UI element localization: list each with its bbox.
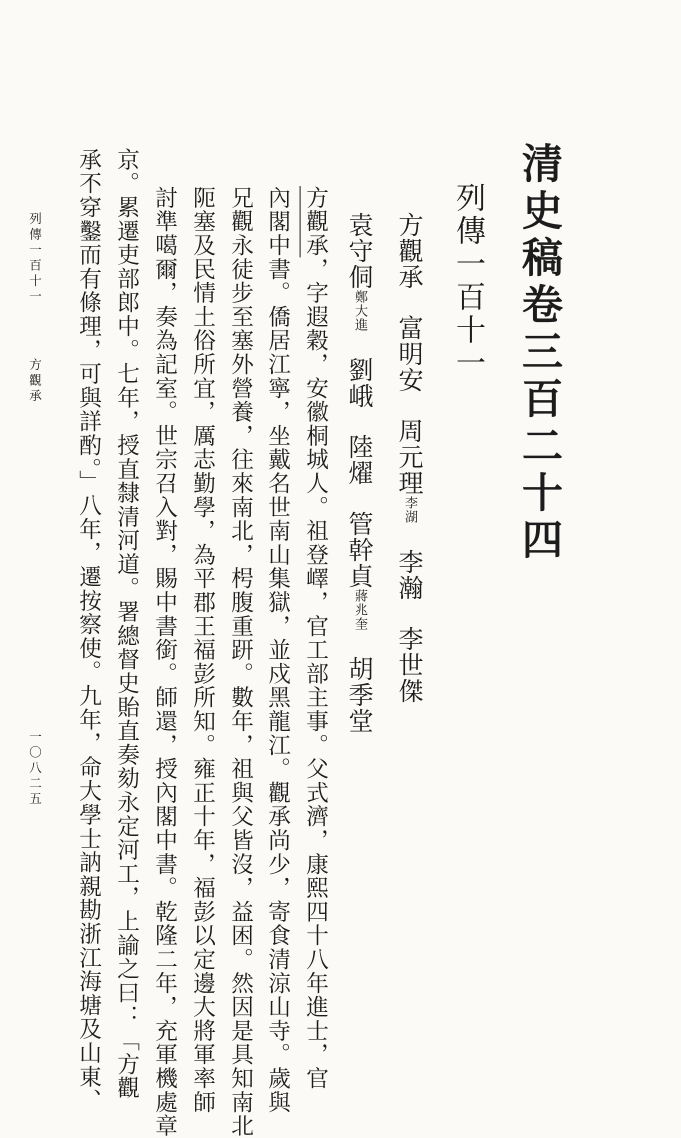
appended-name-zheng-dajin: 鄭大進 <box>352 290 367 332</box>
body-column-6: 京。累遷吏部郎中。七年，授直隸清河道。署總督史貽直奏劾永定河工，上諭之曰：「方觀 <box>113 148 140 1100</box>
name-li-han: 李瀚 <box>395 548 424 601</box>
biography-title: 列傳一百十一 <box>450 182 485 380</box>
body-column-5: 討準噶爾，奏為記室。世宗召入對，賜中書銜。師還，授內閣中書。乾隆二年，充軍機處章 <box>151 186 178 1138</box>
biography-names-line-2 <box>347 212 372 734</box>
body-column-1 <box>304 186 327 1090</box>
name-yuan-shoutong: 袁守侗 <box>345 212 374 290</box>
name-zhou-yuanli: 周元理 <box>395 417 424 496</box>
name-fu-mingan: 富明安 <box>395 314 424 393</box>
body-column-2: 內閣中書。僑居江寧，坐戴名世南山集獄，並戍黑龍江。觀承尚少，寄食清涼山寺。歲與 <box>264 186 291 1115</box>
body-column-1-text: ，字遐穀，安徽桐城人。祖登嶧，官工部主事。父式濟，康熙四十八年進士，官 <box>302 257 329 1091</box>
name-guan-ganzhen: 管幹貞 <box>345 510 374 589</box>
biography-names-line-1 <box>397 212 422 704</box>
running-head-chapter: 列傳一百十一 <box>27 212 43 305</box>
name-fang-guancheng: 方觀承 <box>395 212 424 290</box>
name-lu-yao: 陸燿 <box>345 433 374 486</box>
name-hu-jitang: 胡季堂 <box>345 655 374 734</box>
appended-name-li-hu: 李湖 <box>402 495 417 524</box>
subject-name: 方觀承 <box>302 186 329 258</box>
volume-title: 清史稿卷三百二十四 <box>515 142 563 565</box>
body-column-7: 承不穿鑿而有條理，可與詳酌。」八年，遷按察使。九年，命大學士訥親勘浙江海塘及山東、 <box>75 148 102 1113</box>
name-li-shijie: 李世傑 <box>395 625 424 704</box>
name-liu-e: 劉峨 <box>345 356 374 409</box>
body-column-3: 兄觀永徒步至塞外營養，往來南北，枵腹重趼。數年，祖與父皆沒，益困。然因是具知南北 <box>227 186 254 1138</box>
appended-name-jiang-zhaokui: 蔣兆奎 <box>352 588 367 631</box>
page-number: 一〇八二五 <box>27 730 43 808</box>
body-column-4: 阨塞及民情土俗所宜，厲志勤學，為平郡王福彭所知。雍正十年，福彭以定邊大將軍率師 <box>189 186 216 1115</box>
running-head-name: 方觀承 <box>27 358 43 405</box>
